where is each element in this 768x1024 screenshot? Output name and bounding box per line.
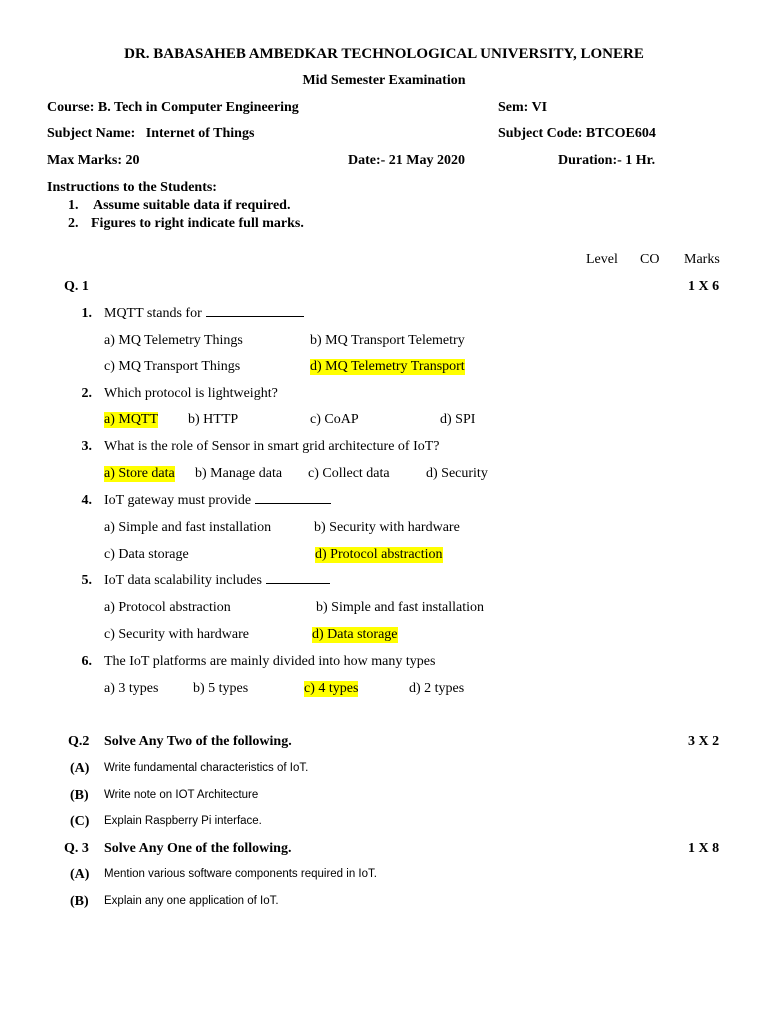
question-3-marks: 1 X 8 bbox=[688, 841, 720, 856]
mcq-option: b) Manage data bbox=[195, 466, 283, 481]
question-1-label: Q. 1 bbox=[64, 279, 89, 294]
column-marks: Marks bbox=[684, 252, 720, 267]
question-2-marks: 3 X 2 bbox=[688, 734, 720, 749]
mcq-number: 5. bbox=[81, 573, 92, 588]
mcq-question-text: MQTT stands for bbox=[104, 306, 202, 321]
subject-code-label: Subject Code: BTCOE604 bbox=[498, 126, 656, 141]
mcq-question-text: What is the role of Sensor in smart grid architecture of IoT? bbox=[104, 439, 440, 454]
question-3-label: Q. 3 bbox=[64, 841, 89, 856]
mcq-option: b) Security with hardware bbox=[314, 520, 460, 535]
mcq-option: b) Simple and fast installation bbox=[316, 600, 484, 615]
mcq-number: 4. bbox=[81, 493, 92, 508]
mcq-option-highlighted: a) Store data bbox=[104, 466, 175, 481]
subquestion-text: Explain Raspberry Pi interface. bbox=[104, 815, 262, 827]
mcq-question bbox=[104, 493, 331, 509]
mcq-option: c) Collect data bbox=[308, 466, 390, 481]
mcq-option: d) SPI bbox=[440, 412, 476, 427]
mcq-option-highlighted: d) Protocol abstraction bbox=[315, 547, 443, 562]
question-3-title: Solve Any One of the following. bbox=[104, 841, 292, 856]
mcq-option: b) HTTP bbox=[188, 412, 239, 427]
question-2-label: Q.2 bbox=[68, 734, 90, 749]
question-2-title: Solve Any Two of the following. bbox=[104, 734, 292, 749]
mcq-option: d) 2 types bbox=[409, 681, 465, 696]
mcq-number: 3. bbox=[81, 439, 92, 454]
subquestion-label: (A) bbox=[70, 867, 90, 882]
mcq-question-text: IoT data scalability includes bbox=[104, 573, 262, 588]
answer-blank bbox=[255, 502, 331, 504]
mcq-option: b) MQ Transport Telemetry bbox=[310, 333, 465, 348]
instructions-title: Instructions to the Students: bbox=[47, 180, 217, 195]
max-marks-label: Max Marks: 20 bbox=[47, 153, 140, 168]
date-label: Date:- 21 May 2020 bbox=[348, 153, 466, 168]
mcq-number: 1. bbox=[81, 306, 92, 321]
mcq-option: c) CoAP bbox=[310, 412, 359, 427]
instruction-number: 2. bbox=[68, 216, 79, 231]
subquestion-text: Write fundamental characteristics of IoT. bbox=[104, 762, 309, 774]
mcq-question bbox=[104, 573, 330, 589]
mcq-option: b) 5 types bbox=[193, 681, 249, 696]
subquestion-text: Write note on IOT Architecture bbox=[104, 789, 259, 801]
mcq-option: d) Security bbox=[426, 466, 488, 481]
subquestion-text: Explain any one application of IoT. bbox=[104, 895, 279, 907]
mcq-number: 2. bbox=[81, 386, 92, 401]
column-co: CO bbox=[640, 252, 660, 267]
mcq-option: a) MQ Telemetry Things bbox=[104, 333, 243, 348]
mcq-option-highlighted: a) MQTT bbox=[104, 412, 159, 427]
instruction-item: Figures to right indicate full marks. bbox=[91, 216, 304, 231]
mcq-option-highlighted: d) Data storage bbox=[312, 627, 398, 642]
mcq-option-highlighted: d) MQ Telemetry Transport bbox=[310, 359, 465, 374]
mcq-option: c) Data storage bbox=[104, 547, 189, 562]
subquestion-label: (A) bbox=[70, 761, 90, 776]
subquestion-label: (C) bbox=[70, 814, 90, 829]
subquestion-text: Mention various software components required in IoT. bbox=[104, 868, 377, 880]
duration-label: Duration:- 1 Hr. bbox=[558, 153, 656, 168]
mcq-option: c) MQ Transport Things bbox=[104, 359, 241, 374]
mcq-question-text: IoT gateway must provide bbox=[104, 493, 252, 508]
instruction-number: 1. bbox=[68, 198, 79, 213]
mcq-option: a) Simple and fast installation bbox=[104, 520, 272, 535]
mcq-option: a) 3 types bbox=[104, 681, 159, 696]
mcq-question bbox=[104, 306, 304, 322]
instruction-item: Assume suitable data if required. bbox=[93, 198, 291, 213]
subject-name-label: Subject Name: Internet of Things bbox=[47, 126, 255, 141]
exam-title: Mid Semester Examination bbox=[302, 73, 466, 88]
subquestion-label: (B) bbox=[70, 788, 89, 803]
mcq-number: 6. bbox=[81, 654, 92, 669]
semester-label: Sem: VI bbox=[498, 100, 548, 115]
mcq-option: c) Security with hardware bbox=[104, 627, 249, 642]
answer-blank bbox=[206, 315, 304, 317]
mcq-question-text: The IoT platforms are mainly divided into how many types bbox=[104, 654, 436, 669]
mcq-option-highlighted: c) 4 types bbox=[304, 681, 359, 696]
university-name: DR. BABASAHEB AMBEDKAR TECHNOLOGICAL UNIVERSITY, LONERE bbox=[124, 46, 644, 62]
subquestion-label: (B) bbox=[70, 894, 89, 909]
mcq-option: a) Protocol abstraction bbox=[104, 600, 231, 615]
mcq-question-text: Which protocol is lightweight? bbox=[104, 386, 278, 401]
answer-blank bbox=[266, 582, 330, 584]
question-1-marks: 1 X 6 bbox=[688, 279, 720, 294]
course-label: Course: B. Tech in Computer Engineering bbox=[47, 100, 299, 115]
column-level: Level bbox=[586, 252, 618, 267]
